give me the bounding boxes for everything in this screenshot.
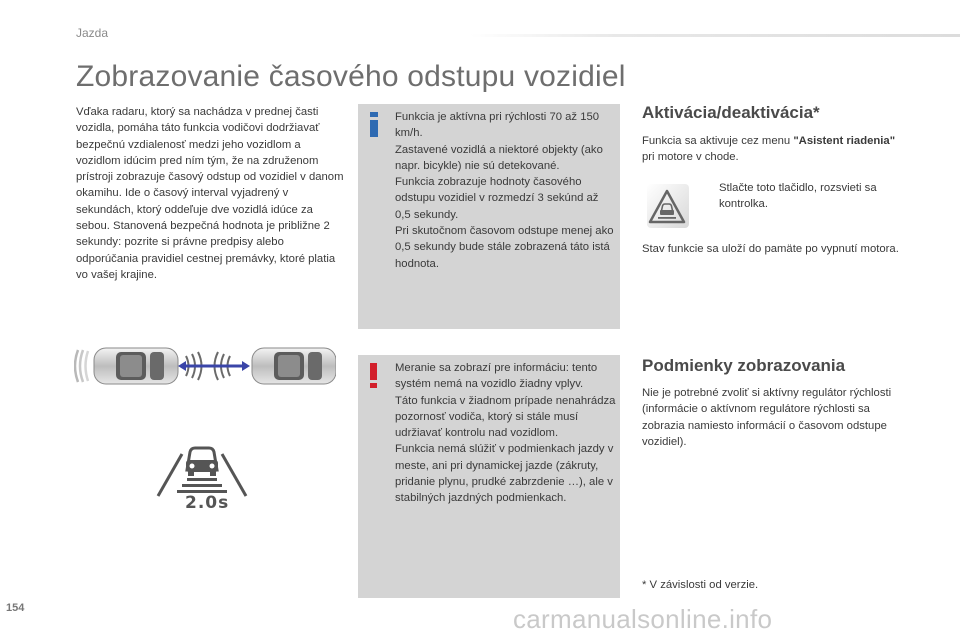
distance-alert-button-icon xyxy=(641,180,693,232)
intro-paragraph: Vďaka radaru, ktorý sa nachádza v prednej časti vozidla, pomáha táto funkcia vodičovi dodržiavať bezpečnú vzdialenosť medzi jeho vozidlom a vozidlom idúcim pred ním tým, že na združenom prístroji zobrazuje časový odstup od vozidiel v danom okamihu. Ide o časový interval vyjadrený v sekundách, ktorý oddeľuje dve vozidlá idúce za sebou. Stanovená bezpečná hodnota je približne 2 sekundy: pozrite si právne predpisy alebo odporúčania pravidiel cestnej premávky, ktoré platia vo vašej krajine. xyxy=(76,106,344,281)
footnote: * V závislosti od verzie. xyxy=(642,579,759,591)
info-speed-range: Funkcia je aktívna pri rýchlosti 70 až 150 km/h. xyxy=(395,111,600,140)
watermark: carmanualsonline.info xyxy=(513,604,773,634)
info-min-value: Pri skutočnom časovom odstupe menej ako 0,5 sekundy bude stále zobrazená táto istá hodnota. xyxy=(395,225,614,270)
activation-step-text: Stlačte toto tlačidlo, rozsvieti sa kontrolka. xyxy=(719,182,877,211)
two-cars-radar-icon xyxy=(74,341,336,391)
activation-menu-name: "Asistent riadenia" xyxy=(793,135,896,147)
info-value-range: Funkcia zobrazuje hodnoty časového odstupu vozidiel v rozmedzí 3 sekúnd až 0,5 sekundy. xyxy=(395,176,599,221)
warning-box xyxy=(358,355,620,598)
activation-text xyxy=(642,133,902,166)
page-title: Zobrazovanie časového odstupu vozidiel xyxy=(76,60,626,93)
section-label: Jazda xyxy=(76,26,109,40)
conditions-text: Nie je potrebné zvoliť si aktívny regulátor rýchlosti (informácie o aktívnom regulátore rýchlosti sa zobrazia namiesto informácií o časovom odstupe vozidiel). xyxy=(642,387,892,448)
conditions-heading: Podmienky zobrazovania xyxy=(642,356,846,375)
activation-text-suffix: pri motore v chode. xyxy=(642,151,739,164)
info-not-detected: Zastavené vozidlá a niektoré objekty (ako napr. bicykle) nie sú detekované. xyxy=(395,143,603,172)
warning-info-only: Meranie sa zobrazí pre informáciu: tento systém nemá na vozidlo žiadny vplyv. xyxy=(395,362,598,391)
activation-text-prefix: Funkcia sa aktivuje cez menu xyxy=(642,135,794,147)
info-icon xyxy=(370,112,378,137)
page-number: 154 xyxy=(6,602,25,614)
activation-saved-text: Stav funkcie sa uloží do pamäte po vypnutí motora. xyxy=(642,243,899,255)
warning-driver-attention: Táto funkcia v žiadnom prípade nenahrádza pozornosť vodiča, ktorý si stále musí udržiavať kontrolu nad vozidlom. xyxy=(395,394,616,440)
display-value: 2.0s xyxy=(185,493,230,513)
warning-box-text xyxy=(395,360,617,507)
activation-heading: Aktivácia/deaktivácia* xyxy=(642,103,820,122)
info-box xyxy=(358,104,620,329)
info-box-text xyxy=(395,109,617,272)
warning-icon xyxy=(369,363,378,388)
warning-conditions: Funkcia nemá slúžiť v podmienkach jazdy v meste, ani pri dynamickej jazde (zákruty, pridanie plynu, prudké zabrzdenie …), ale v stabilných jazdných podmienkach. xyxy=(395,443,614,505)
header-rule xyxy=(470,34,960,37)
